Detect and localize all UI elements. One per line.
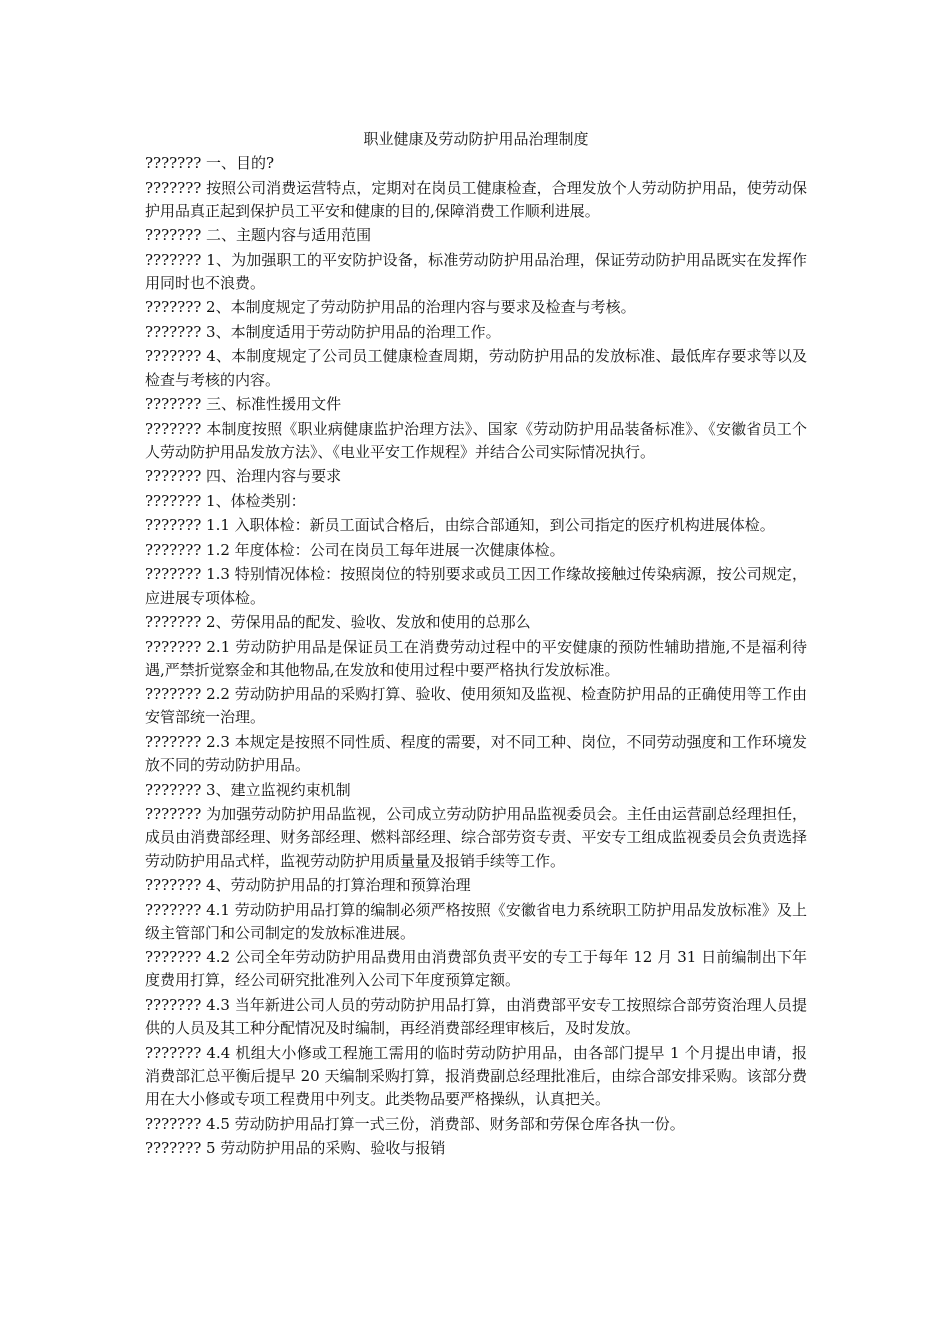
- paragraph: ??????? 2.3 本规定是按照不同性质、程度的需要，对不同工种、岗位，不同劳动强度和工作环境发放不同的劳动防护用品。: [145, 732, 807, 775]
- paragraph: ??????? 1.2 年度体检：公司在岗员工每年进展一次健康体检。: [145, 540, 565, 559]
- paragraph: ??????? 1.1 入职体检：新员工面试合格后，由综合部通知，到公司指定的医疗机构进展体检。: [145, 516, 775, 535]
- paragraph: ??????? 按照公司消费运营特点，定期对在岗员工健康检查，合理发放个人劳动防护用品，使劳动保护用品真正起到保护员工平安和健康的目的,保障消费工作顺利进展。: [145, 178, 807, 220]
- paragraph: ??????? 3、建立监视约束机制: [145, 780, 351, 799]
- paragraph: ??????? 1、体检类别：: [145, 491, 306, 510]
- paragraph: ??????? 4、本制度规定了公司员工健康检查周期，劳动防护用品的发放标准、最低库存要求等以及检查与考核的内容。: [145, 347, 807, 389]
- paragraph: ??????? 为加强劳动防护用品监视，公司成立劳动防护用品监视委员会。主任由运营副总经理担任，成员由消费部经理、财务部经理、燃料部经理、综合部劳资专责、平安专工组成监视委员会负责选择劳动防护用品式样，监视劳动防护用质量量及报销手续等工作。: [145, 805, 807, 870]
- paragraph: ??????? 1.3 特别情况体检：按照岗位的特别要求或员工因工作缘故接触过传染病源，按公司规定，应进展专项体检。: [145, 565, 807, 607]
- paragraph: ??????? 四、治理内容与要求: [145, 467, 342, 486]
- paragraph: ??????? 4.4 机组大小修或工程施工需用的临时劳动防护用品，由各部门提早 1 个月提出申请，报消费部汇总平衡后提早 20 天编制采购打算，报消费副总经理批准后，由综合部安排采购。该部分费用在大小修或专项工程费用中列支。此类物品要严格操纵，认真把关。: [145, 1043, 807, 1109]
- paragraph: ??????? 1、为加强职工的平安防护设备，标准劳动防护用品治理，保证劳动防护用品既实在发挥作用同时也不浪费。: [145, 250, 807, 292]
- paragraph: ??????? 3、本制度适用于劳动防护用品的治理工作。: [145, 322, 501, 341]
- paragraph: ??????? 4.1 劳动防护用品打算的编制必须严格按照《安徽省电力系统职工防护用品发放标准》及上级主管部门和公司制定的发放标准进展。: [145, 900, 807, 942]
- document-title: 职业健康及劳动防护用品治理制度: [363, 130, 589, 148]
- paragraph: ??????? 二、主题内容与适用范围: [145, 226, 372, 245]
- paragraph: ??????? 2.2 劳动防护用品的采购打算、验收、使用须知及监视、检查防护用品的正确使用等工作由安管部统一治理。: [145, 685, 807, 727]
- paragraph: ??????? 4.2 公司全年劳动防护用品费用由消费部负责平安的专工于每年 12 月 31 日前编制出下年度费用打算，经公司研究批准列入公司下年度预算定额。: [145, 948, 807, 990]
- paragraph: ??????? 本制度按照《职业病健康监护治理方法》、国家《劳动防护用品装备标准》、《安徽省员工个人劳动防护用品发放方法》、《电业平安工作规程》并结合公司实际情况执行。: [145, 419, 807, 461]
- paragraph: ??????? 三、标准性援用文件: [145, 395, 342, 414]
- paragraph: ??????? 2、劳保用品的配发、验收、发放和使用的总那么: [145, 613, 531, 632]
- paragraph: ??????? 4.5 劳动防护用品打算一式三份，消费部、财务部和劳保仓库各执一份。: [145, 1114, 685, 1133]
- paragraph: ??????? 2.1 劳动防护用品是保证员工在消费劳动过程中的平安健康的预防性辅助措施,不是福利待遇,严禁折觉察金和其他物品,在发放和使用过程中要严格执行发放标准。: [145, 637, 807, 679]
- paragraph: ??????? 2、本制度规定了劳动防护用品的治理内容与要求及检查与考核。: [145, 298, 636, 317]
- document-body: [145, 152, 807, 1160]
- document-page: [145, 128, 807, 1162]
- paragraph: ??????? 4、劳动防护用品的打算治理和预算治理: [145, 876, 471, 895]
- paragraph: ??????? 4.3 当年新进公司人员的劳动防护用品打算，由消费部平安专工按照综合部劳资治理人员提供的人员及其工种分配情况及时编制，再经消费部经理审核后，及时发放。: [145, 995, 807, 1038]
- paragraph: ??????? 一、目的?: [145, 154, 275, 172]
- paragraph: ??????? 5 劳动防护用品的采购、验收与报销: [145, 1139, 446, 1158]
